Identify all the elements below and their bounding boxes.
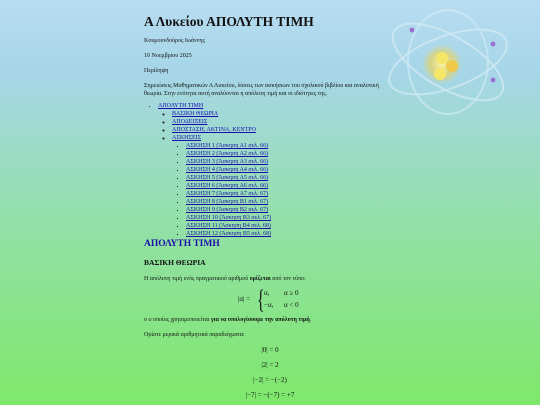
usage-bold: για να υπολογίσουμε την απόλυτη τιμή [210, 317, 310, 323]
section-heading: ΑΠΟΛΥΤΗ ΤΙΜΗ [144, 239, 220, 249]
toc-link-distance[interactable]: ΑΠΟΣΤΑΣΗ, ΑΚΤΙΝΑ, ΚΕΝΤΡΟ [172, 127, 256, 133]
abstract-heading: Περίληψη [144, 68, 169, 74]
usage-text-end: . [309, 317, 312, 323]
toc-link-exercise-11[interactable]: ΑΣΚΗΣΗ 11 (Άσκηση Β4 σελ. 68) [186, 223, 271, 229]
formula-brace: { [257, 285, 265, 314]
toc-link-exercises[interactable]: ΑΣΚΗΣΕΙΣ [172, 135, 202, 141]
toc-link-exercise-3[interactable]: ΑΣΚΗΣΗ 3 (Άσκηση Α3 σελ. 66) [186, 159, 269, 165]
toc-link-exercise-4[interactable]: ΑΣΚΗΣΗ 4 (Άσκηση Α4 σελ. 66) [186, 167, 269, 173]
toc-link-exercise-12[interactable]: ΑΣΚΗΣΗ 12 (Άσκηση Β5 σελ. 68) [186, 231, 272, 237]
usage-paragraph [144, 317, 311, 323]
toc-link-exercise-1[interactable]: ΑΣΚΗΣΗ 1 (Άσκηση Α1 σελ. 66) [186, 143, 269, 149]
toc-link-exercise-5[interactable]: ΑΣΚΗΣΗ 5 (Άσκηση Α5 σελ. 66) [186, 175, 269, 181]
definition-bold: ορίζεται [249, 276, 271, 282]
usage-text: ο ο οποίος χρησιμοποιείται [144, 317, 211, 323]
formula-condition-2: α < 0 [284, 301, 299, 309]
example-equation: |0| = 0 [261, 346, 279, 354]
definition-paragraph [144, 276, 306, 282]
toc-link-exercise-2[interactable]: ΑΣΚΗΣΗ 2 (Άσκηση Α2 σελ. 66) [186, 151, 269, 157]
example-equation: |−7| = −(−7) = +7 [245, 391, 295, 399]
subsection-heading: ΒΑΣΙΚΗ ΘΕΩΡΙΑ [144, 258, 206, 267]
example-equation: |−2| = −(−2) [253, 376, 287, 384]
date: 10 Νοεμβρίου 2025 [144, 53, 192, 59]
abstract-text: Σημειώσεις Μαθηματικών Α Λυκείου, λύσεις των ασκήσεων του σχολικού βιβλίου και αναλυτική θεωρία. Στην ενότητα αυτή αναλύονται η απόλυτη τιμή και οι ιδιότητες της. [144, 83, 379, 97]
toc-link-exercise-10[interactable]: ΑΣΚΗΣΗ 10 (Άσκηση Β3 σελ. 67) [186, 215, 272, 221]
toc-link-exercise-6[interactable]: ΑΣΚΗΣΗ 6 (Άσκηση Α6 σελ. 66) [186, 183, 269, 189]
toc-link-proofs[interactable]: ΑΠΟΔΕΙΞΕΙΣ [172, 119, 208, 125]
definition-text: Η απόλυτη τιμή ενός πραγματικού αριθμού [144, 276, 250, 282]
toc-link-exercise-8[interactable]: ΑΣΚΗΣΗ 8 (Άσκηση Β1 σελ. 67) [186, 199, 269, 205]
toc-link-exercise-9[interactable]: ΑΣΚΗΣΗ 9 (Άσκηση Β2 σελ. 67) [186, 207, 269, 213]
toc-link-exercise-7[interactable]: ΑΣΚΗΣΗ 7 (Άσκηση Α7 σελ. 67) [186, 191, 269, 197]
examples-intro: Ορίστε μερικά αριθμητικά παραδείγματα: [144, 332, 245, 338]
absolute-value-formula [238, 287, 318, 313]
formula-lhs: |α| = [238, 295, 251, 303]
toc-link-theory[interactable]: ΒΑΣΙΚΗ ΘΕΩΡΙΑ [172, 111, 219, 117]
formula-case-1: α, [264, 289, 270, 297]
formula-case-2: −α, [264, 301, 274, 309]
formula-condition-1: α ≥ 0 [284, 289, 299, 297]
definition-text-end: από τον τύπο: [270, 276, 306, 282]
page-title: Α Λυκείου ΑΠΟΛΥΤΗ ΤΙΜΗ [144, 14, 314, 29]
author: Κουμουνδούρος Ιωάννης [144, 38, 205, 44]
atom-decoration [370, 0, 540, 130]
toc-link-main[interactable]: ΑΠΟΛΥΤΗ ΤΙΜΗ [158, 103, 204, 109]
example-equation: |2| = 2 [261, 361, 279, 369]
table-of-contents [144, 102, 271, 238]
